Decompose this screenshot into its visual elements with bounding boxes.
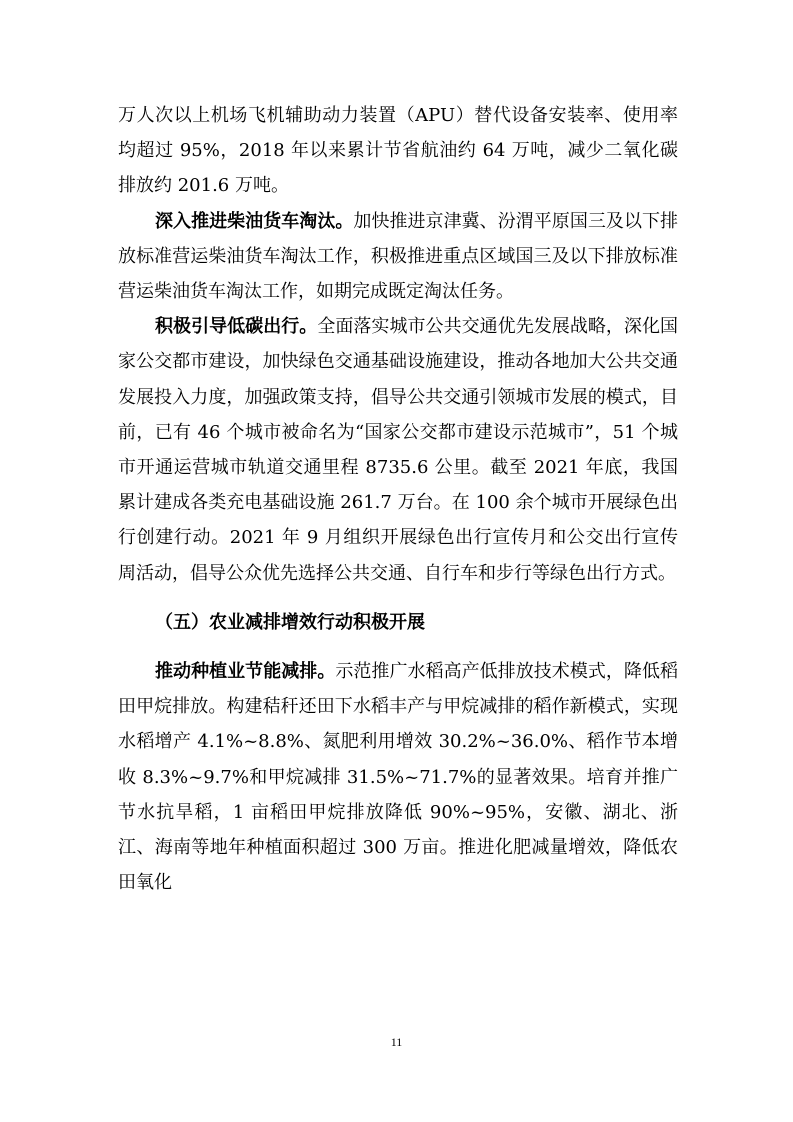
paragraph-apu-continuation	[118, 98, 678, 204]
paragraph-lead: 推动种植业节能减排。	[155, 661, 336, 683]
section-heading: （五）农业减排增效行动积极开展	[155, 611, 425, 633]
page-number: 11	[390, 1035, 403, 1049]
paragraph-planting-emission-reduction	[118, 654, 678, 900]
paragraph-lead: 深入推进柴油货车淘汰。	[155, 210, 354, 232]
paragraph-text: 加快推进京津冀、汾渭平原国三及以下排放标准营运柴油货车淘汰工作，积极推进重点区域国三及以下排放标准营运柴油货车淘汰工作，如期完成既定淘汰任务。	[118, 210, 679, 303]
paragraph-low-carbon-travel	[118, 309, 678, 591]
page-content	[118, 98, 678, 900]
paragraph-lead: 积极引导低碳出行。	[155, 316, 318, 338]
paragraph-diesel-trucks	[118, 204, 678, 310]
paragraph-text: 示范推广水稻高产低排放技术模式，降低稻田甲烷排放。构建秸秆还田下水稻丰产与甲烷减排的稻作新模式，实现水稻增产 4.1%~8.8%、氮肥利用增效 30.2%~36.0%、稻作节本增收 8.3%~9.7%和甲烷减排 31.5%~71.7%的显著效果。培育并推广节水抗旱稻，1 亩稻田甲烷排放降低 90%~95%，安徽、湖北、浙江、海南等地年种植面积超过 300 万亩。推进化肥减量增效，降低农田氧化	[118, 661, 679, 894]
paragraph-text: 万人次以上机场飞机辅助动力装置（APU）替代设备安装率、使用率均超过 95%，2018 年以来累计节省航油约 64 万吨，减少二氧化碳排放约 201.6 万吨。	[118, 105, 678, 197]
paragraph-text: 全面落实城市公共交通优先发展战略，深化国家公交都市建设，加快绿色交通基础设施建设，推动各地加大公共交通发展投入力度，加强政策支持，倡导公共交通引领城市发展的模式，目前，已有 46 个城市被命名为“国家公交都市建设示范城市”，51 个城市开通运营城市轨道交通里程 8735.6 公里。截至 2021 年底，我国累计建成各类充电基础设施 261.7 万台。在 100 余个城市开展绿色出行创建行动。2021 年 9 月组织开展绿色出行宣传月和公交出行宣传周活动，倡导公众优先选择公共交通、自行车和步行等绿色出行方式。	[118, 316, 679, 584]
